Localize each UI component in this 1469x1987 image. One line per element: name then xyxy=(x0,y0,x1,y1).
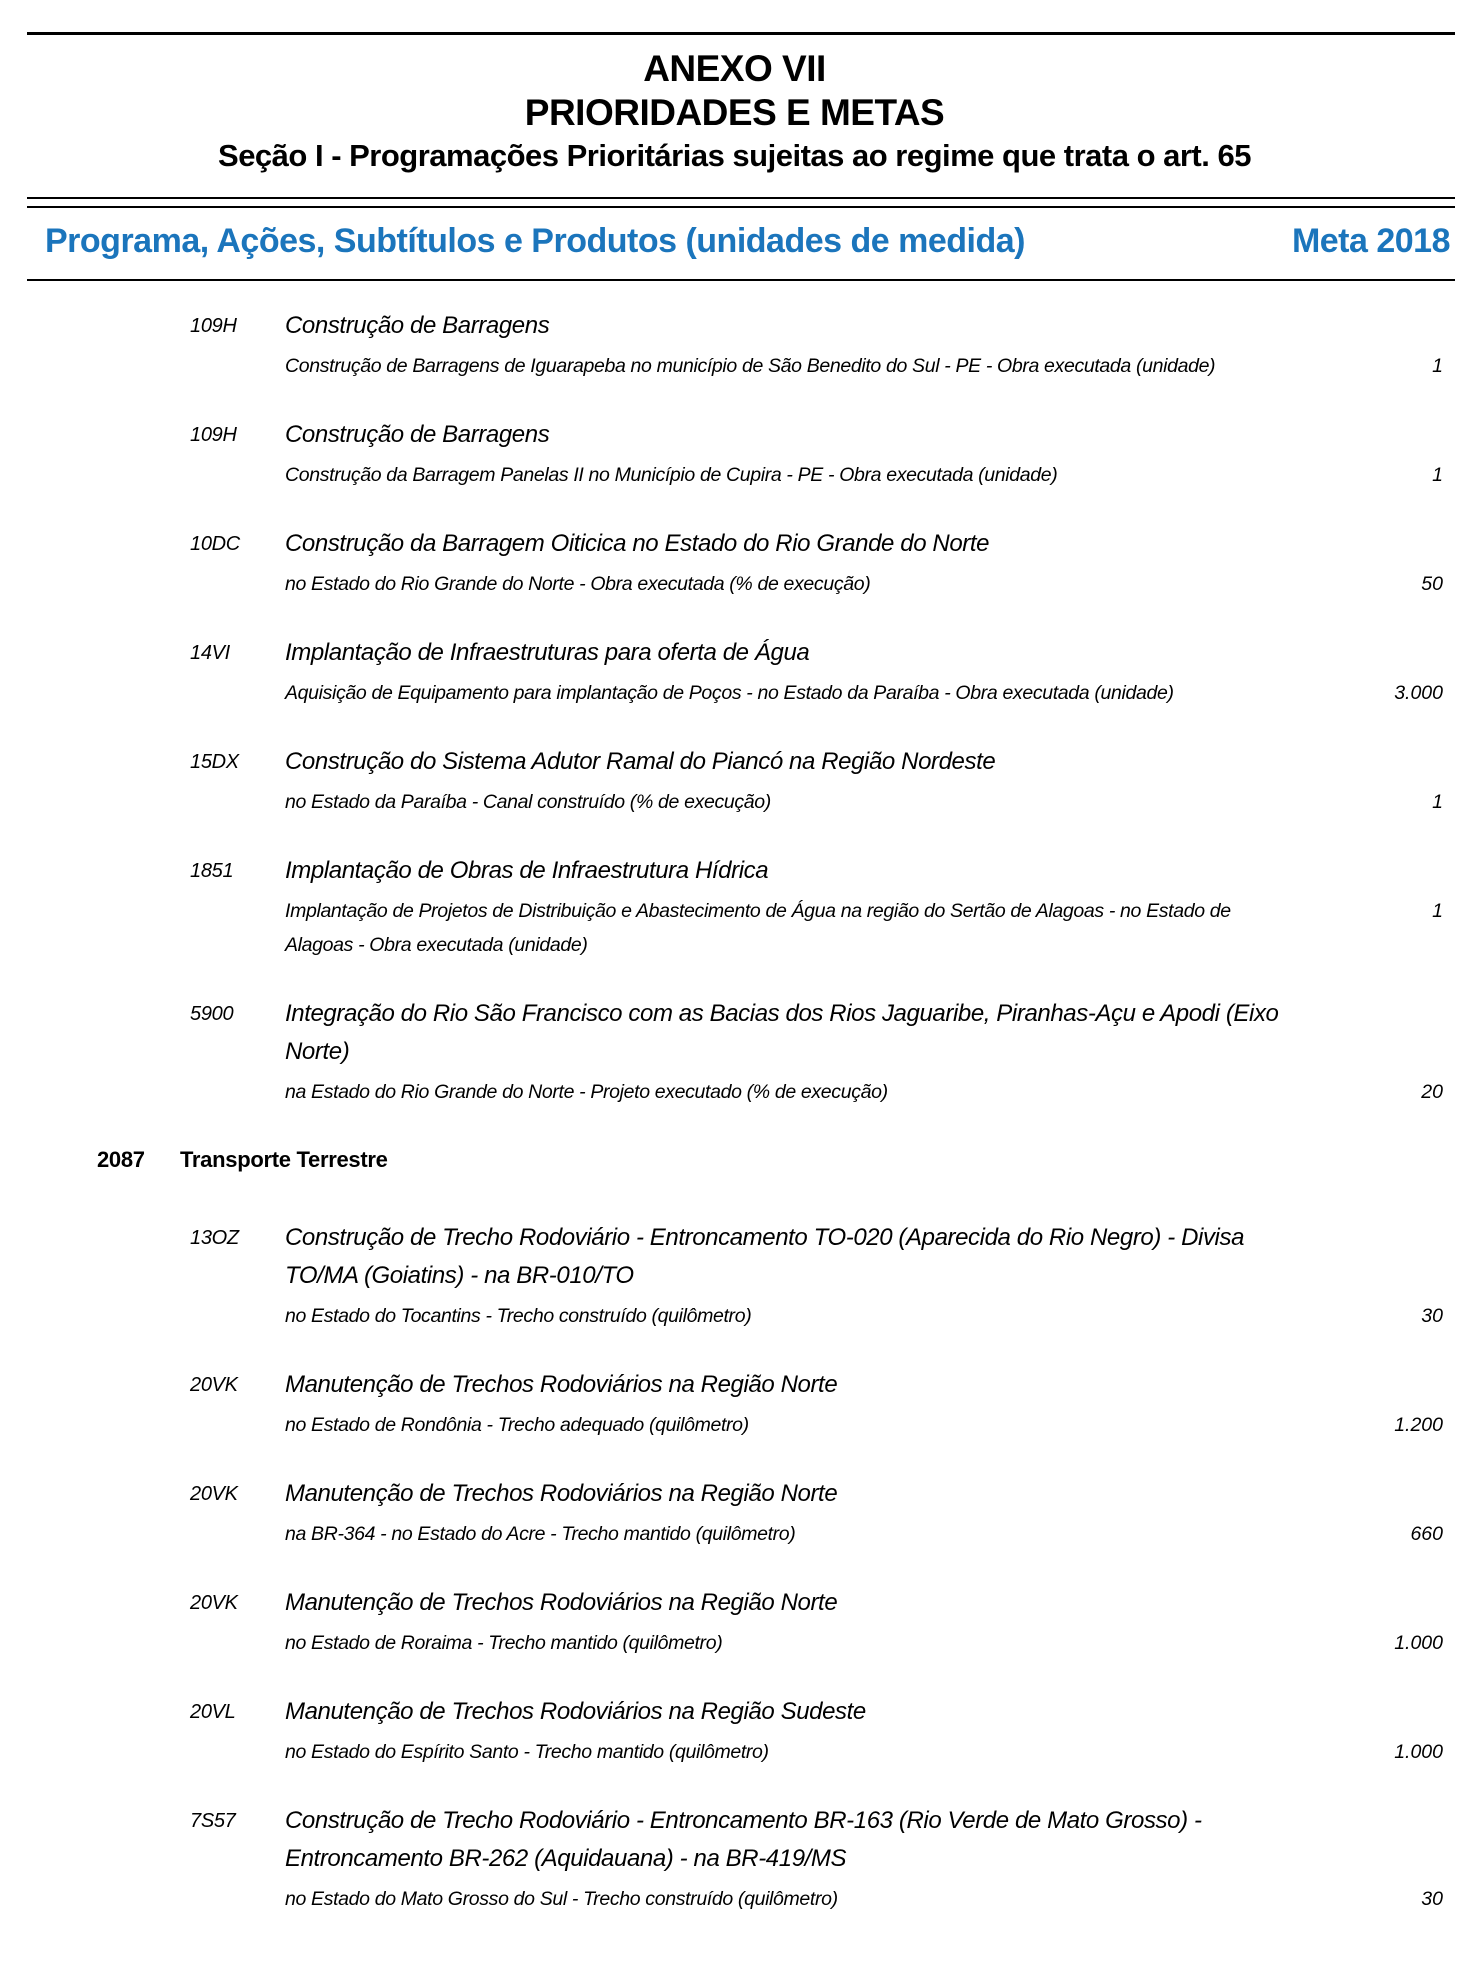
table-row xyxy=(0,1475,1469,1551)
meta-value: 1 xyxy=(1432,464,1443,486)
table-header-left: Programa, Ações, Subtítulos e Produtos (unidades de medida) xyxy=(45,222,1025,260)
table-row xyxy=(0,307,1469,383)
meta-value: 1.000 xyxy=(1394,1632,1443,1654)
table-row xyxy=(0,1366,1469,1442)
action-subtitle: no Estado do Espírito Santo - Trecho mantido (quilômetro) xyxy=(285,1741,769,1763)
action-subtitle: Construção de Barragens de Iguarapeba no município de São Benedito do Sul - PE - Obra executada (unidade) xyxy=(285,355,1216,377)
action-title: Implantação de Obras de Infraestrutura Hídrica xyxy=(285,857,769,884)
action-title: Manutenção de Trechos Rodoviários na Região Norte xyxy=(285,1371,838,1398)
action-subtitle: no Estado da Paraíba - Canal construído (% de execução) xyxy=(285,791,771,813)
meta-value: 1 xyxy=(1432,355,1443,377)
action-code: 20VK xyxy=(190,1592,238,1614)
action-code: 13OZ xyxy=(190,1227,239,1249)
table-row xyxy=(0,1584,1469,1660)
table-row xyxy=(0,852,1469,962)
action-title: Construção do Sistema Adutor Ramal do Piancó na Região Nordeste xyxy=(285,748,996,775)
action-title: Construção de Trecho Rodoviário - Entroncamento TO-020 (Aparecida do Rio Negro) - Divisa TO/MA (Goiatins) - na BR-010/TO xyxy=(285,1224,1245,1289)
table-row xyxy=(0,525,1469,601)
meta-value: 20 xyxy=(1421,1081,1443,1103)
meta-value: 1.000 xyxy=(1394,1741,1443,1763)
action-subtitle: no Estado de Rondônia - Trecho adequado (quilômetro) xyxy=(285,1414,749,1436)
table-row xyxy=(0,743,1469,819)
program-code: 2087 xyxy=(97,1147,145,1172)
action-title: Manutenção de Trechos Rodoviários na Região Norte xyxy=(285,1589,838,1616)
annex-subtitle: PRIORIDADES E METAS xyxy=(524,92,945,133)
table-header xyxy=(0,208,1469,279)
table-row xyxy=(0,416,1469,492)
action-code: 109H xyxy=(190,315,237,337)
action-title: Integração do Rio São Francisco com as Bacias dos Rios Jaguaribe, Piranhas-Açu e Apodi (Eixo Norte) xyxy=(285,1000,1279,1065)
action-code: 7S57 xyxy=(190,1810,236,1832)
meta-value: 3.000 xyxy=(1394,682,1443,704)
action-code: 20VK xyxy=(190,1374,238,1396)
table-body xyxy=(0,281,1469,1916)
meta-value: 1 xyxy=(1432,900,1443,922)
meta-value: 50 xyxy=(1421,573,1443,595)
action-title: Manutenção de Trechos Rodoviários na Região Sudeste xyxy=(285,1698,866,1725)
action-title: Construção de Barragens xyxy=(285,421,550,448)
program-row xyxy=(0,1147,1469,1173)
action-subtitle: Aquisição de Equipamento para implantação de Poços - no Estado da Paraíba - Obra executada (unidade) xyxy=(285,682,1174,704)
action-title: Construção de Trecho Rodoviário - Entroncamento BR-163 (Rio Verde de Mato Grosso) - Entroncamento BR-262 (Aquidauana) - na BR-419/MS xyxy=(285,1807,1202,1872)
section-heading: Seção I - Programações Prioritárias sujeitas ao regime que trata o art. 65 xyxy=(218,138,1251,173)
action-title: Construção da Barragem Oiticica no Estado do Rio Grande do Norte xyxy=(285,530,990,557)
table-row xyxy=(0,1693,1469,1769)
action-title: Construção de Barragens xyxy=(285,312,550,339)
meta-value: 660 xyxy=(1410,1523,1443,1545)
action-subtitle: na BR-364 - no Estado do Acre - Trecho mantido (quilômetro) xyxy=(285,1523,796,1545)
table-row xyxy=(0,995,1469,1109)
table-row xyxy=(0,1802,1469,1916)
document-header xyxy=(0,35,1469,177)
action-code: 5900 xyxy=(190,1003,234,1025)
action-code: 20VL xyxy=(190,1701,236,1723)
meta-value: 1 xyxy=(1432,791,1443,813)
action-subtitle: no Estado do Mato Grosso do Sul - Trecho construído (quilômetro) xyxy=(285,1888,838,1910)
action-code: 20VK xyxy=(190,1483,238,1505)
action-code: 14VI xyxy=(190,642,230,664)
action-subtitle: no Estado do Rio Grande do Norte - Obra executada (% de execução) xyxy=(285,573,871,595)
action-subtitle: Construção da Barragem Panelas II no Município de Cupira - PE - Obra executada (unidade) xyxy=(285,464,1058,486)
meta-value: 1.200 xyxy=(1394,1414,1443,1436)
action-title: Implantação de Infraestruturas para oferta de Água xyxy=(285,639,810,666)
table-row xyxy=(0,634,1469,710)
action-subtitle: Implantação de Projetos de Distribuição e Abastecimento de Água na região do Sertão de Alagoas - no Estado de Alagoas - Obra executada (unidade) xyxy=(285,900,1231,956)
double-rule xyxy=(27,197,1455,208)
action-code: 10DC xyxy=(190,533,240,555)
meta-value: 30 xyxy=(1421,1305,1443,1327)
action-subtitle: na Estado do Rio Grande do Norte - Projeto executado (% de execução) xyxy=(285,1081,888,1103)
meta-value: 30 xyxy=(1421,1888,1443,1910)
action-subtitle: no Estado de Roraima - Trecho mantido (quilômetro) xyxy=(285,1632,723,1654)
action-code: 1851 xyxy=(190,860,234,882)
annex-title: ANEXO VII xyxy=(643,48,826,89)
program-title: Transporte Terrestre xyxy=(180,1147,388,1172)
table-header-right: Meta 2018 xyxy=(1291,222,1450,260)
action-code: 109H xyxy=(190,424,237,446)
action-code: 15DX xyxy=(190,751,239,773)
table-row xyxy=(0,1219,1469,1333)
action-subtitle: no Estado do Tocantins - Trecho construído (quilômetro) xyxy=(285,1305,752,1327)
action-title: Manutenção de Trechos Rodoviários na Região Norte xyxy=(285,1480,838,1507)
